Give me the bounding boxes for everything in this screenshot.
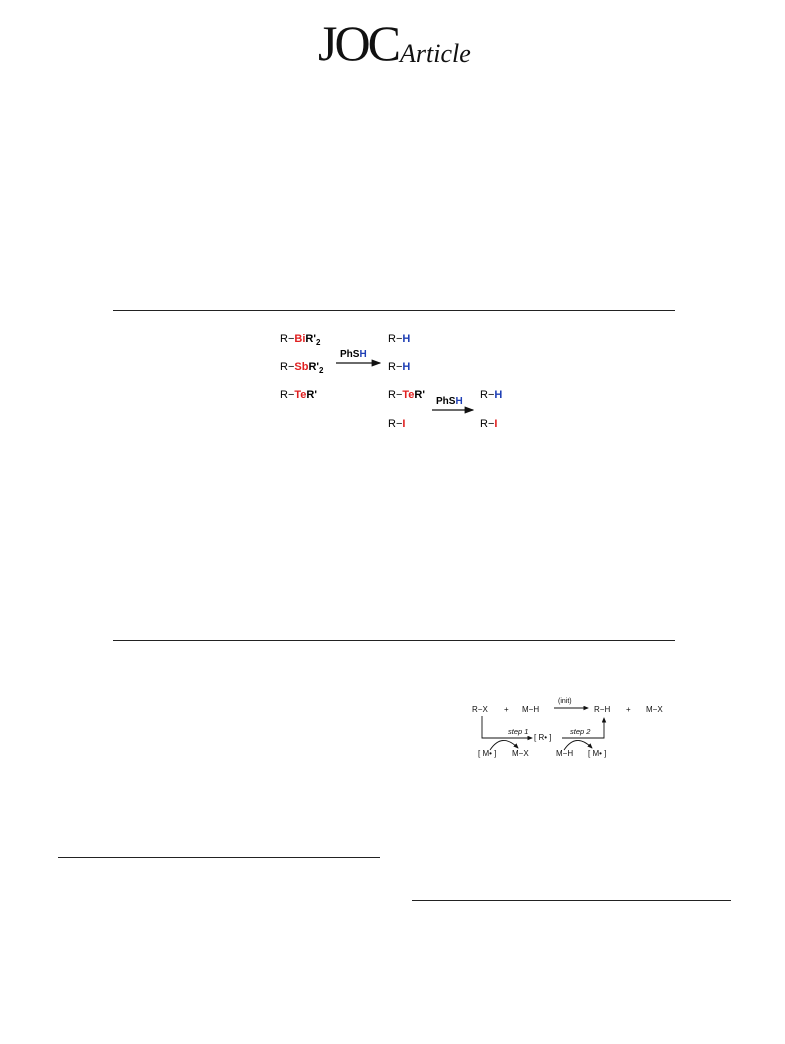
figure1-bottom-rule (113, 640, 675, 641)
product-rh: R−H (594, 705, 611, 714)
reactant-rx: R−X (472, 705, 488, 714)
plus-2: + (626, 705, 631, 714)
product-rh-3: R−H (480, 389, 503, 401)
section-label: Article (400, 39, 471, 68)
reactant-mh: M−H (522, 705, 540, 714)
init-label: (init) (558, 698, 572, 705)
plus-1: + (504, 705, 509, 714)
product-rh-2: R−H (388, 361, 411, 373)
byproduct-mx: M−X (512, 749, 529, 758)
metal-radical-1: [ M• ] (478, 749, 497, 758)
radical-intermediate: [ R• ] (534, 733, 552, 742)
substrate-antimony: $R-SbR'_2$ (280, 361, 324, 375)
reagent-label-2: PhSH (436, 396, 463, 407)
journal-logo (318, 12, 478, 74)
reagent-mh: M−H (556, 749, 574, 758)
footnote-rule-right (412, 900, 731, 901)
step1-label: step 1 (508, 727, 529, 736)
substrate-bismuth: $R-BiR'_2$ (280, 333, 321, 347)
reagent-label: PhSH (340, 349, 367, 360)
product-mx: M−X (646, 705, 663, 714)
substrate-iodide: R−I (388, 418, 406, 430)
substrate-tellurium: R−TeR' (280, 389, 317, 401)
journal-name: JOC (318, 15, 398, 71)
product-ri: R−I (480, 418, 498, 430)
figure1-top-rule (113, 310, 675, 311)
step2-label: step 2 (570, 727, 591, 736)
metal-radical-2: [ M• ] (588, 749, 607, 758)
footnote-rule-left (58, 857, 380, 858)
cleavage-scheme (270, 318, 520, 438)
product-rh-1: R−H (388, 333, 411, 345)
substrate-tellurium-2: R−TeR' (388, 389, 425, 401)
radical-chain-scheme (470, 692, 675, 762)
